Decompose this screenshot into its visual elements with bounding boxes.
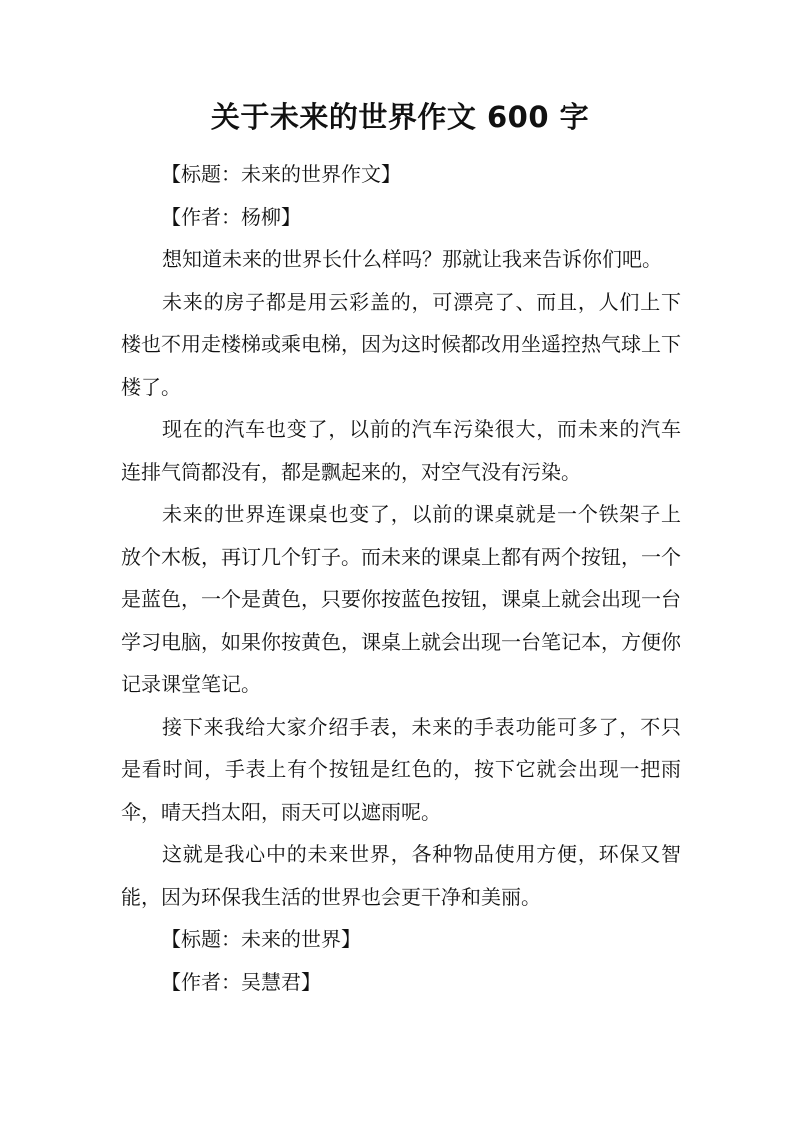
paragraph-conclusion: 这就是我心中的未来世界，各种物品使用方便，环保又智能，因为环保我生活的世界也会更干净和美丽。 [121,842,681,909]
next-essay-author-line: 【作者：吴慧君】 [161,969,321,994]
paragraph-desks: 未来的世界连课桌也变了，以前的课桌就是一个铁架子上放个木板，再订几个钉子。而未来的课桌上都有两个按钮，一个是蓝色，一个是黄色，只要你按蓝色按钮，课桌上就会出现一台学习电脑，如果你按黄色，课桌上就会出现一台笔记本，方便你记录课堂笔记。 [121,502,681,696]
essay-title-line: 【标题：未来的世界作文】 [161,162,401,186]
paragraph-cars: 现在的汽车也变了，以前的汽车污染很大，而未来的汽车连排气筒都没有，都是飘起来的，对空气没有污染。 [121,417,681,484]
paragraph-watches: 接下来我给大家介绍手表，未来的手表功能可多了，不只是看时间，手表上有个按钮是红色的，按下它就会出现一把雨伞，晴天挡太阳，雨天可以遮雨呢。 [121,714,681,824]
paragraph-houses: 未来的房子都是用云彩盖的，可漂亮了、而且，人们上下楼也不用走楼梯或乘电梯，因为这时候都改用坐遥控热气球上下楼了。 [121,289,681,399]
paragraph-intro: 想知道未来的世界长什么样吗？那就让我来告诉你们吧。 [162,247,662,271]
document-body [121,153,681,1003]
document-title: 关于未来的世界作文 600 字 [210,100,590,134]
next-essay-title-line: 【标题：未来的世界】 [161,927,361,951]
essay-author-line: 【作者：杨柳】 [161,204,301,229]
